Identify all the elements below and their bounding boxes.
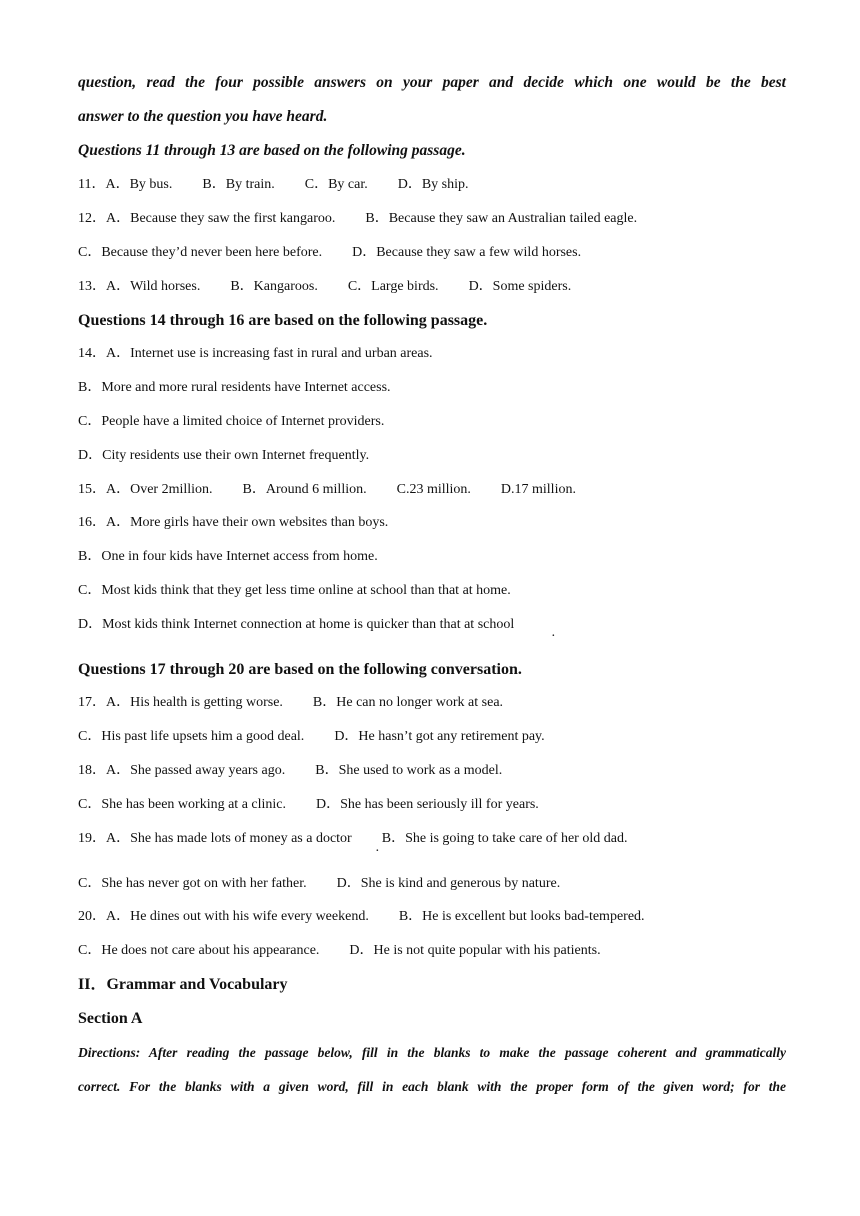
question-13	[78, 277, 786, 297]
option-d: D.17 million.	[500, 482, 576, 497]
question-20-cont	[78, 941, 786, 961]
stray-dot: ·	[375, 844, 380, 859]
option-b: B．He is excellent but looks bad-tempered.	[398, 909, 645, 924]
question-20	[78, 907, 786, 927]
question-14-option-d: D．City residents use their own Internet frequently.	[78, 448, 370, 463]
question-number: 11．	[78, 177, 106, 192]
option-d: D．She has been seriously ill for years.	[316, 797, 539, 812]
option-d: D．Some spiders.	[468, 279, 572, 294]
option-a: A．By bus.	[105, 177, 173, 192]
question-19-cont	[78, 874, 786, 894]
option-c: C．He does not care about his appearance.	[78, 943, 320, 958]
question-12	[78, 209, 786, 229]
question-11	[78, 175, 786, 195]
passage2-heading: Questions 14 through 16 are based on the following passage.	[78, 312, 488, 329]
option-d: D．She is kind and generous by nature.	[336, 876, 561, 891]
option-c: C．His past life upsets him a good deal.	[78, 729, 305, 744]
option-d: D．He is not quite popular with his patients.	[349, 943, 601, 958]
option-b: B．He can no longer work at sea.	[312, 695, 504, 710]
option-c: C．She has never got on with her father.	[78, 876, 307, 891]
option-d: D．By ship.	[397, 177, 469, 192]
conversation-heading: Questions 17 through 20 are based on the following conversation.	[78, 661, 522, 678]
question-18-cont	[78, 795, 786, 815]
question-16	[78, 513, 786, 533]
option-b: B．She used to work as a model.	[315, 763, 503, 778]
part2-heading: II．Grammar and Vocabulary	[78, 976, 288, 993]
option-c: C．Because they’d never been here before.	[78, 245, 323, 260]
question-number: 18．	[78, 763, 106, 778]
stray-dot: ·	[551, 629, 556, 644]
intro-line-1: question, read the four possible answers on your paper and decide which one would be the best	[78, 74, 786, 91]
option-d: D．Because they saw a few wild horses.	[352, 245, 582, 260]
option-a: A．More girls have their own websites than boys.	[106, 515, 389, 530]
option-a: A．She passed away years ago.	[106, 763, 286, 778]
directions-line-2: correct. For the blanks with a given word, fill in each blank with the proper form of the given word; for the	[78, 1079, 786, 1094]
option-d: D．He hasn’t got any retirement pay.	[334, 729, 545, 744]
question-number: 19．	[78, 831, 106, 846]
question-14	[78, 344, 786, 364]
section-a-heading: Section A	[78, 1010, 143, 1027]
option-a: A．Internet use is increasing fast in rural and urban areas.	[106, 346, 433, 361]
option-c: C.23 million.	[396, 482, 471, 497]
question-number: 12．	[78, 211, 106, 226]
passage1-heading: Questions 11 through 13 are based on the following passage.	[78, 142, 466, 159]
question-number: 17．	[78, 695, 106, 710]
question-15	[78, 480, 786, 500]
directions-line-1: Directions: After reading the passage below, fill in the blanks to make the passage coherent and grammatically	[78, 1045, 786, 1060]
question-14-option-c: C．People have a limited choice of Internet providers.	[78, 414, 385, 429]
option-b: B．By train.	[202, 177, 275, 192]
question-18	[78, 761, 786, 781]
question-number: 13．	[78, 279, 106, 294]
question-17-cont	[78, 727, 786, 747]
question-19	[78, 829, 786, 849]
question-12-cont	[78, 243, 786, 263]
question-number: 14．	[78, 346, 106, 361]
option-a: A．Because they saw the first kangaroo.	[106, 211, 336, 226]
option-b: B．She is going to take care of her old dad.	[381, 831, 628, 846]
question-number: 20．	[78, 909, 106, 924]
question-16-option-c: C．Most kids think that they get less time online at school than that at home.	[78, 583, 511, 598]
option-c: C．Large birds.	[347, 279, 439, 294]
option-b: B．Kangaroos.	[230, 279, 318, 294]
question-number: 16．	[78, 515, 106, 530]
question-16-option-d: D．Most kids think Internet connection at home is quicker than that at school	[78, 617, 515, 632]
option-b: B．Around 6 million.	[242, 482, 367, 497]
intro-line-2: answer to the question you have heard.	[78, 108, 328, 125]
option-a: A．Wild horses.	[106, 279, 201, 294]
option-c: C．By car.	[304, 177, 368, 192]
question-14-option-b: B．More and more rural residents have Internet access.	[78, 380, 391, 395]
option-a: A．He dines out with his wife every weekend.	[106, 909, 369, 924]
option-c: C．She has been working at a clinic.	[78, 797, 287, 812]
question-16-option-b: B．One in four kids have Internet access from home.	[78, 549, 378, 564]
option-b: B．Because they saw an Australian tailed eagle.	[365, 211, 638, 226]
question-number: 15．	[78, 482, 106, 497]
option-a: A．She has made lots of money as a doctor	[106, 831, 352, 846]
question-17	[78, 693, 786, 713]
option-a: A．His health is getting worse.	[106, 695, 283, 710]
option-a: A．Over 2million.	[106, 482, 213, 497]
